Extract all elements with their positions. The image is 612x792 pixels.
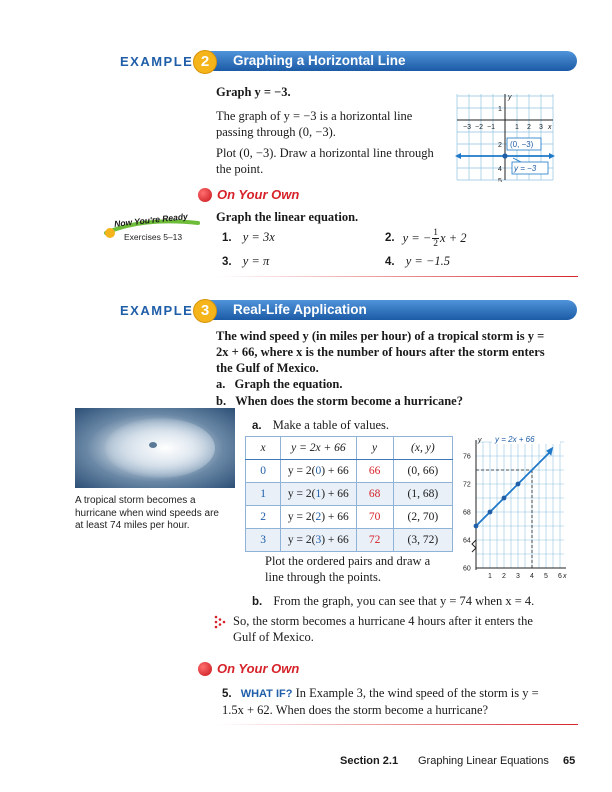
exercise-item bbox=[385, 225, 467, 251]
what-if-label: WHAT IF? bbox=[240, 688, 293, 700]
x-axis-label: x bbox=[548, 124, 552, 131]
footer-chapter: Graphing Linear Equations bbox=[418, 755, 549, 767]
storm-eye bbox=[149, 442, 157, 448]
exercise-number: 3. bbox=[222, 256, 232, 268]
exercise-item bbox=[222, 253, 269, 270]
x-tick-label: 6 bbox=[558, 573, 562, 580]
x-tick-label: 2 bbox=[527, 124, 531, 131]
step-text: From the graph, you can see that y = 74 when x = 4. bbox=[273, 594, 535, 608]
exercise-number: 2. bbox=[385, 232, 395, 244]
y-tick-label: 72 bbox=[463, 481, 471, 489]
table-row bbox=[246, 460, 453, 483]
table-cell: (1, 68) bbox=[393, 483, 452, 506]
exercise-number: 5. bbox=[222, 688, 232, 700]
x-tick-label: −1 bbox=[487, 124, 495, 131]
part-text: Graph the equation. bbox=[234, 377, 343, 391]
conclusion-arrow-icon bbox=[214, 615, 228, 629]
exercise-equation: y = 3x bbox=[242, 230, 275, 244]
example-text: The graph of y = −3 is a horizontal line passing through (0, −3). bbox=[216, 109, 413, 139]
data-point bbox=[474, 524, 479, 529]
conclusion: So, the storm becomes a hurricane 4 hours after it enters the Gulf of Mexico. bbox=[233, 614, 533, 644]
table-header: y bbox=[356, 437, 393, 460]
y-tick-label: 76 bbox=[463, 453, 471, 461]
photo-caption: A tropical storm becomes a hurricane when wind speeds are at least 74 miles per hour. bbox=[75, 495, 219, 531]
exercise-number: 1. bbox=[222, 232, 232, 244]
example-title-bar: Real-Life Application bbox=[205, 300, 577, 320]
table-cell: y = 2(1) + 66 bbox=[281, 483, 356, 506]
part-label: a. bbox=[216, 377, 226, 391]
exercise-number: 4. bbox=[385, 256, 395, 268]
y-tick-label: 2 bbox=[498, 142, 502, 149]
now-youre-ready-badge bbox=[102, 213, 212, 243]
point-label: (0, −3) bbox=[510, 140, 534, 149]
plot-instructions: Plot the ordered pairs and draw a line through the points. bbox=[265, 554, 431, 584]
example-text: Plot (0, −3). Draw a horizontal line through the point. bbox=[216, 146, 434, 176]
part-text: When does the storm become a hurricane? bbox=[235, 394, 463, 408]
table-row bbox=[246, 529, 453, 552]
table-header: (x, y) bbox=[393, 437, 452, 460]
example-number: 3 bbox=[193, 299, 217, 323]
fraction-numerator: 1 bbox=[433, 227, 439, 238]
table-cell: y = 2(3) + 66 bbox=[281, 529, 356, 552]
data-point bbox=[516, 482, 521, 487]
section-heading: On Your Own bbox=[217, 661, 300, 676]
y-tick-label: 4 bbox=[498, 166, 502, 173]
table-cell: 2 bbox=[246, 506, 281, 529]
exercise-equation: y = −1.5 bbox=[405, 254, 451, 268]
x-tick-label: 4 bbox=[530, 573, 534, 580]
data-point bbox=[502, 496, 507, 501]
example-label: EXAMPLE bbox=[120, 54, 194, 69]
y-axis-label: y bbox=[478, 437, 482, 444]
step-b bbox=[252, 593, 534, 610]
x-tick-label: −3 bbox=[463, 124, 471, 131]
exercise-equation: x + 2 bbox=[440, 231, 467, 245]
step-label: b. bbox=[252, 596, 263, 608]
exercise-item bbox=[222, 229, 275, 246]
y-tick-label: 1 bbox=[498, 106, 502, 113]
wind-speed-graph bbox=[462, 434, 570, 584]
divider bbox=[216, 724, 578, 725]
example-part-b bbox=[216, 393, 463, 409]
x-tick-label: 5 bbox=[544, 573, 548, 580]
x-tick-label: 1 bbox=[488, 573, 492, 580]
step-label: a. bbox=[252, 420, 262, 432]
exercise-item bbox=[222, 685, 542, 718]
table-cell: (3, 72) bbox=[393, 529, 452, 552]
on-your-own-icon bbox=[198, 188, 212, 202]
y-tick-label: 60 bbox=[463, 565, 471, 573]
table-cell: 66 bbox=[356, 460, 393, 483]
line-label: y = 2x + 66 bbox=[495, 435, 535, 444]
example-label: EXAMPLE bbox=[120, 303, 194, 318]
table-cell: 68 bbox=[356, 483, 393, 506]
values-table bbox=[245, 436, 453, 552]
step-text: Make a table of values. bbox=[272, 418, 389, 432]
section-heading: On Your Own bbox=[217, 187, 300, 202]
x-tick-label: −2 bbox=[475, 124, 483, 131]
table-cell: 70 bbox=[356, 506, 393, 529]
line-label: y = −3 bbox=[514, 164, 537, 173]
table-row bbox=[246, 506, 453, 529]
x-tick-label: 3 bbox=[539, 124, 543, 131]
storm-photo bbox=[75, 408, 235, 488]
badge-title: Now You're Ready bbox=[113, 211, 189, 229]
badge-exercises: Exercises 5–13 bbox=[124, 232, 183, 242]
table-row bbox=[246, 483, 453, 506]
step-a bbox=[252, 417, 389, 434]
table-cell: y = 2(2) + 66 bbox=[281, 506, 356, 529]
on-your-own-icon bbox=[198, 662, 212, 676]
x-tick-label: 2 bbox=[502, 573, 506, 580]
footer-section: Section 2.1 bbox=[340, 755, 399, 767]
y-axis-label: y bbox=[508, 94, 512, 101]
page-number: 65 bbox=[563, 755, 576, 767]
table-header-row bbox=[246, 437, 453, 460]
divider bbox=[216, 276, 578, 277]
instruction: Graph the linear equation. bbox=[216, 210, 359, 224]
example-part-a bbox=[216, 376, 343, 392]
fraction-denominator: 2 bbox=[433, 238, 439, 249]
fraction bbox=[432, 228, 439, 249]
exercise-item bbox=[385, 253, 450, 270]
exercise-equation: y = π bbox=[242, 254, 270, 268]
example-number: 2 bbox=[193, 50, 217, 74]
table-cell: (2, 70) bbox=[393, 506, 452, 529]
y-tick-label: 5 bbox=[498, 178, 502, 182]
horizontal-line-graph bbox=[455, 92, 557, 182]
table-cell: 0 bbox=[246, 460, 281, 483]
exercise-text: In Example 3, the wind speed of the storm is y = 1.5x + 62. When does the storm become a hurricane? bbox=[222, 686, 539, 717]
table-cell: y = 2(0) + 66 bbox=[281, 460, 356, 483]
example-title-bar: Graphing a Horizontal Line bbox=[205, 51, 577, 71]
x-tick-label: 1 bbox=[515, 124, 519, 131]
example-intro: The wind speed y (in miles per hour) of a tropical storm is y = 2x + 66, where x is the number of hours after the storm enters the Gulf of Mexico. bbox=[216, 329, 545, 375]
data-point bbox=[488, 510, 493, 515]
x-tick-label: 3 bbox=[516, 573, 520, 580]
table-cell: 72 bbox=[356, 529, 393, 552]
x-axis-label: x bbox=[563, 573, 567, 580]
table-cell: 3 bbox=[246, 529, 281, 552]
part-label: b. bbox=[216, 394, 227, 408]
example-prompt: Graph y = −3. bbox=[216, 85, 291, 99]
table-cell: (0, 66) bbox=[393, 460, 452, 483]
table-header: y = 2x + 66 bbox=[281, 437, 356, 460]
y-tick-label: 64 bbox=[463, 537, 471, 545]
y-tick-label: 68 bbox=[463, 509, 471, 517]
table-cell: 1 bbox=[246, 483, 281, 506]
table-header: x bbox=[246, 437, 281, 460]
exercise-equation: y = − bbox=[402, 231, 432, 245]
